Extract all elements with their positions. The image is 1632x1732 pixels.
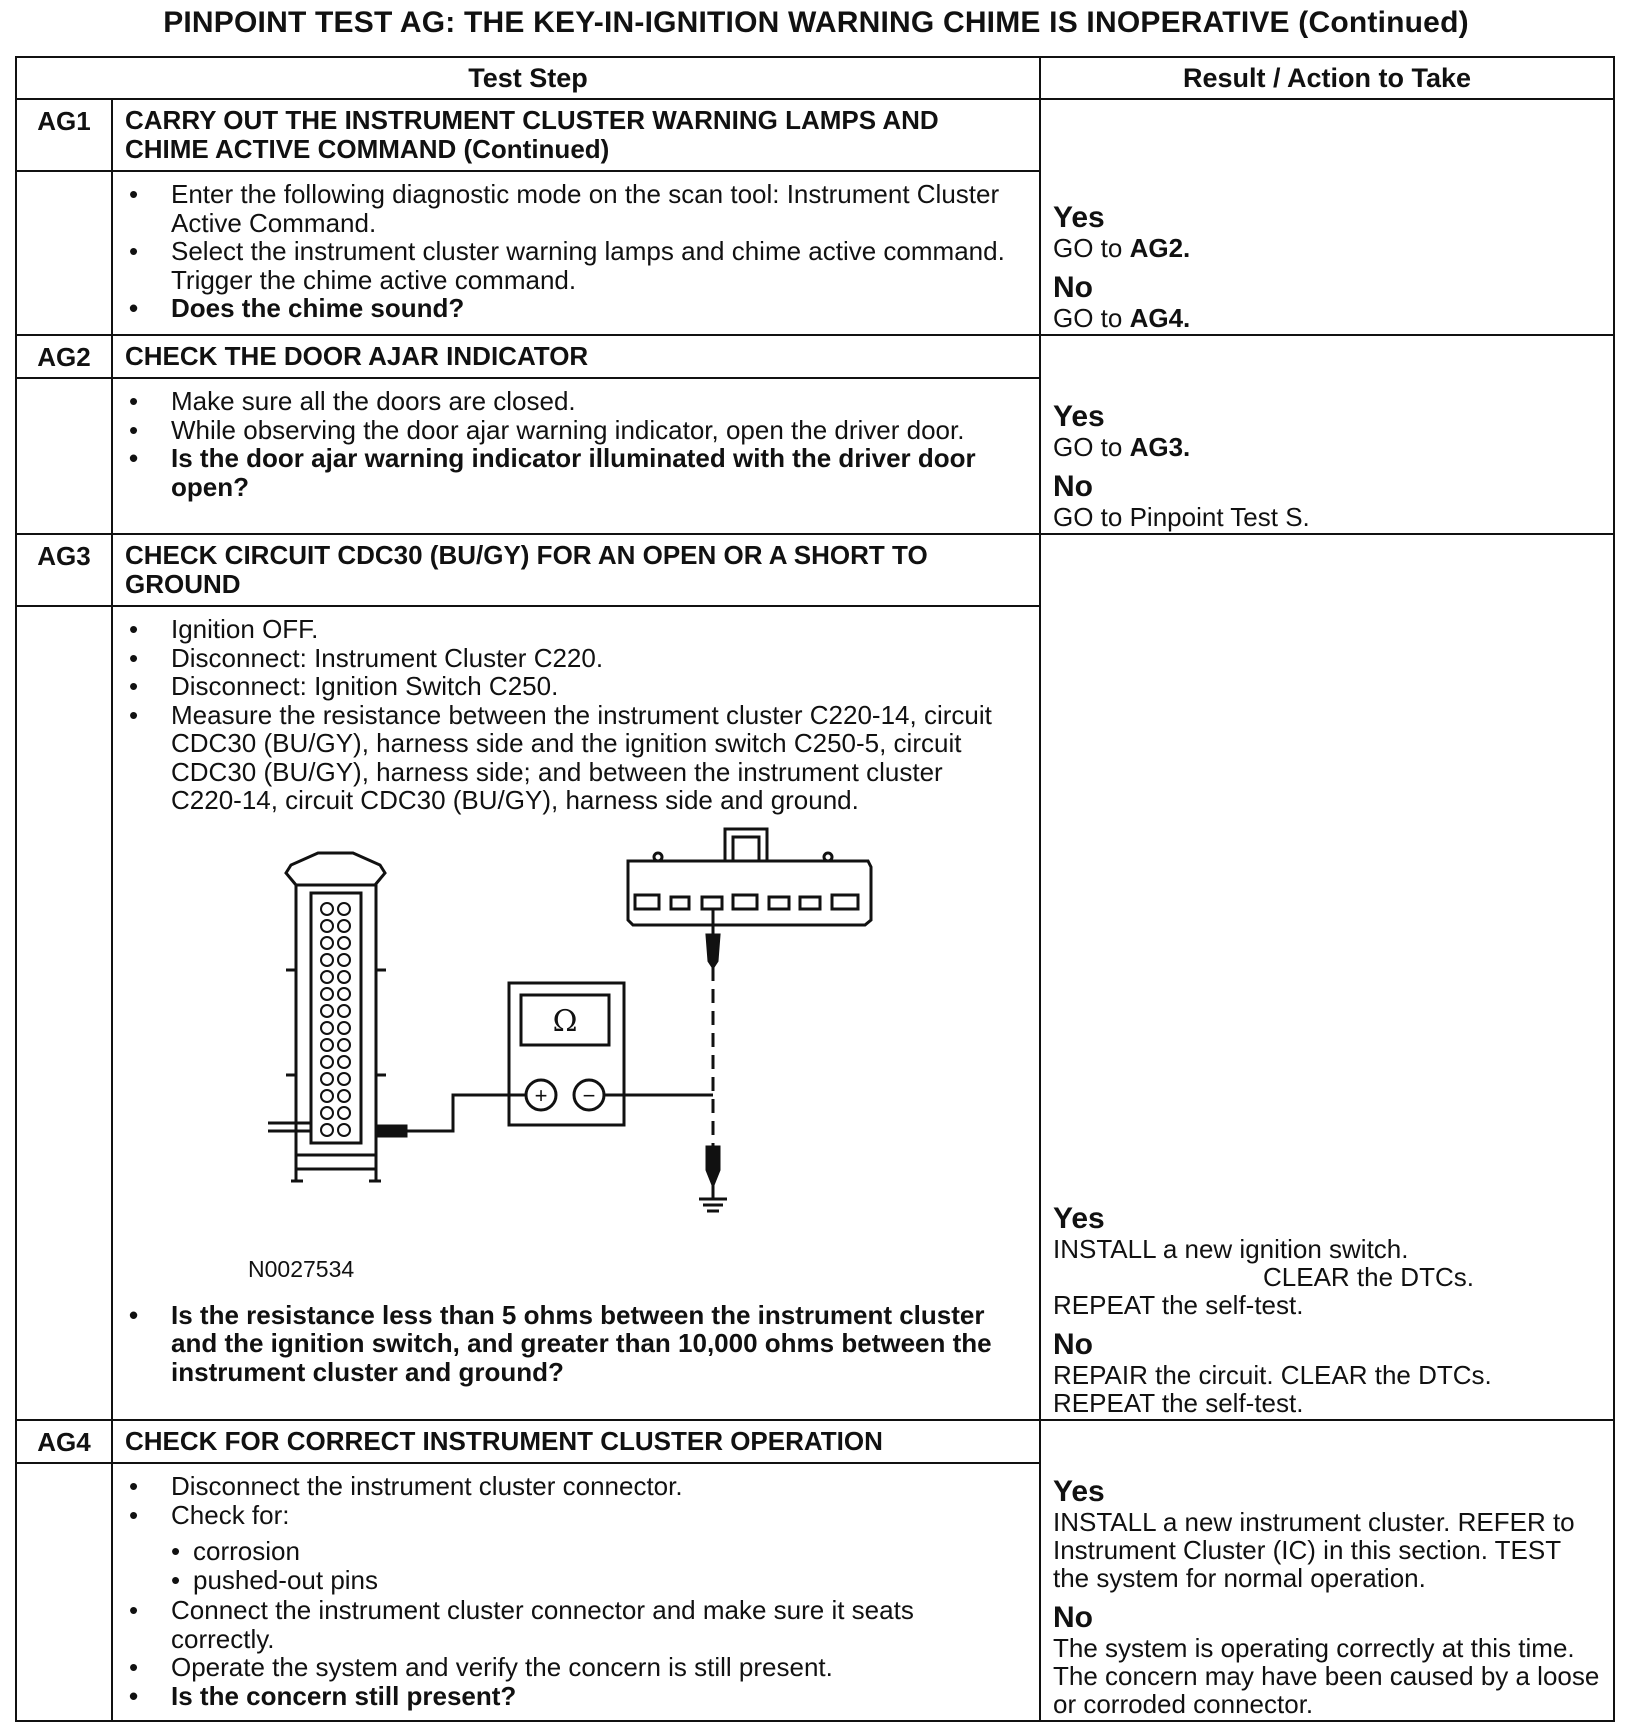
ignition-switch-connector: [628, 829, 871, 925]
no-label: No: [1053, 470, 1093, 503]
no-action: GO to AG4.: [1053, 303, 1191, 333]
step-question: • Is the concern still present?: [171, 1682, 1015, 1711]
step-title: CHECK CIRCUIT CDC30 (BU/GY) FOR AN OPEN OR A SHORT TO GROUND: [112, 534, 1040, 606]
ohm-symbol: Ω: [552, 1003, 578, 1039]
yes-label: Yes: [1053, 1475, 1105, 1508]
step-id: AG3: [16, 534, 112, 606]
step-question: • Is the door ajar warning indicator illuminated with the driver door open?: [171, 444, 1015, 501]
step-ag1-instructions: [112, 171, 1040, 335]
yes-action-line: CLEAR the DTCs.: [1263, 1262, 1474, 1292]
step-ag4-instructions: [112, 1463, 1040, 1721]
no-action: The system is operating correctly at this time. The concern may have been caused by a loose or corroded connector.: [1053, 1633, 1600, 1719]
step-title: CHECK THE DOOR AJAR INDICATOR: [112, 335, 1040, 378]
yes-label: Yes: [1053, 1202, 1105, 1235]
list-item: • While observing the door ajar warning indicator, open the driver door.: [171, 416, 1015, 445]
step-ag1-result: [1040, 99, 1614, 335]
list-item: • Enter the following diagnostic mode on the scan tool: Instrument Cluster Active Command.: [171, 180, 1015, 237]
no-action-line: REPEAT the self-test.: [1053, 1388, 1304, 1418]
check-for-list: [171, 1537, 1015, 1594]
negative-terminal: −: [582, 1082, 596, 1108]
list-item: • Connect the instrument cluster connector and make sure it seats correctly.: [171, 1596, 1015, 1653]
positive-terminal: +: [534, 1082, 548, 1108]
list-item: • Disconnect: Ignition Switch C250.: [171, 672, 1015, 701]
circuit-diagram: [113, 825, 1003, 1295]
step-ag2-instructions: [112, 378, 1040, 534]
yes-action: GO to AG3.: [1053, 432, 1191, 462]
list-item: • Disconnect the instrument cluster connector.: [171, 1472, 1015, 1501]
yes-label: Yes: [1053, 400, 1105, 433]
no-action-line: REPAIR the circuit. CLEAR the DTCs.: [1053, 1360, 1492, 1390]
step-id: AG4: [16, 1420, 112, 1463]
yes-action-line: INSTALL a new ignition switch.: [1053, 1234, 1409, 1264]
step-ag4-result: [1040, 1420, 1614, 1721]
header-result: Result / Action to Take: [1040, 57, 1614, 99]
step-ag2-result: [1040, 335, 1614, 534]
no-label: No: [1053, 271, 1093, 304]
no-label: No: [1053, 1601, 1093, 1634]
sub-list-item: • corrosion: [193, 1537, 1015, 1566]
step-question: • Does the chime sound?: [171, 294, 1015, 323]
figure-id: N0027534: [248, 1255, 355, 1282]
step-id: AG2: [16, 335, 112, 378]
resistance-measurement-diagram: [113, 825, 1003, 1295]
list-item: • Select the instrument cluster warning lamps and chime active command. Trigger the chime active command.: [171, 237, 1015, 294]
yes-action: GO to AG2.: [1053, 233, 1191, 263]
list-item: • Check for: • corrosion • pushed-out pins: [171, 1501, 1015, 1595]
yes-action-line: REPEAT the self-test.: [1053, 1290, 1304, 1320]
header-test-step: Test Step: [16, 57, 1040, 99]
pinpoint-test-table: [15, 56, 1615, 1722]
step-ag2-title-row: [16, 335, 1614, 378]
step-title: CARRY OUT THE INSTRUMENT CLUSTER WARNING LAMPS AND CHIME ACTIVE COMMAND (Continued): [112, 99, 1040, 171]
yes-label: Yes: [1053, 201, 1105, 234]
step-ag3-title-row: [16, 534, 1614, 606]
step-ag3-instructions: [112, 606, 1040, 1420]
step-question: • Is the resistance less than 5 ohms between the instrument cluster and the ignition switch, and greater than 10,000 ohms between the instrument cluster and ground?: [171, 1301, 1015, 1387]
step-title: CHECK FOR CORRECT INSTRUMENT CLUSTER OPERATION: [112, 1420, 1040, 1463]
list-item: • Operate the system and verify the concern is still present.: [171, 1653, 1015, 1682]
sub-list-item: • pushed-out pins: [193, 1566, 1015, 1595]
yes-action: INSTALL a new instrument cluster. REFER to Instrument Cluster (IC) in this section. TEST the system for normal operation.: [1053, 1507, 1575, 1593]
connector-pins: [321, 903, 350, 1136]
list-item: • Ignition OFF.: [171, 615, 1015, 644]
step-ag1-title-row: [16, 99, 1614, 171]
list-item: • Disconnect: Instrument Cluster C220.: [171, 644, 1015, 673]
step-ag3-result: [1040, 534, 1614, 1420]
table-header-row: [16, 57, 1614, 99]
step-id: AG1: [16, 99, 112, 171]
no-action: GO to Pinpoint Test S.: [1053, 502, 1310, 532]
list-item: • Make sure all the doors are closed.: [171, 387, 1015, 416]
page-title: PINPOINT TEST AG: THE KEY-IN-IGNITION WARNING CHIME IS INOPERATIVE (Continued): [163, 6, 1469, 39]
step-ag4-title-row: [16, 1420, 1614, 1463]
no-label: No: [1053, 1328, 1093, 1361]
list-item: • Measure the resistance between the instrument cluster C220-14, circuit CDC30 (BU/GY), harness side and the ignition switch C250-5, circuit CDC30 (BU/GY), harness side; and between the instrument cluster C220-14, circuit CDC30 (BU/GY), harness side and ground.: [171, 701, 1015, 815]
